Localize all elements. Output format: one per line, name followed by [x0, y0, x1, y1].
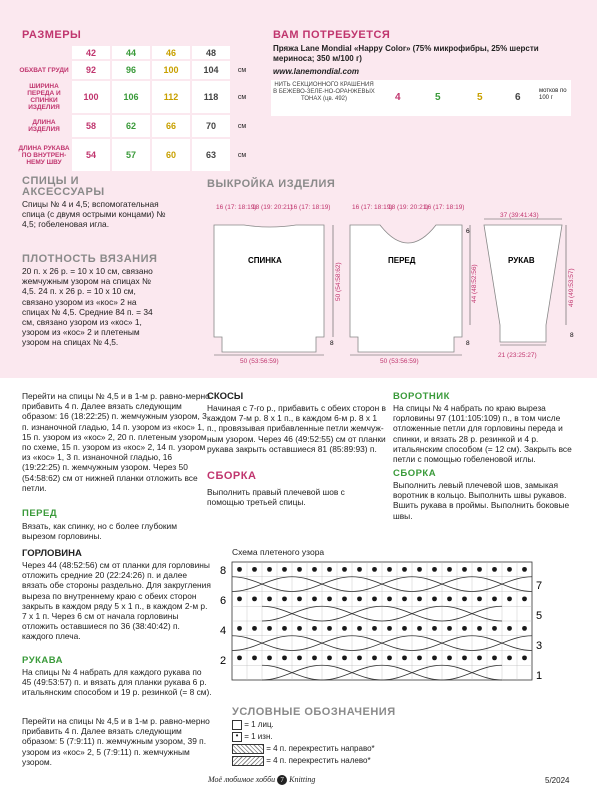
purl-stitch — [357, 655, 362, 660]
unit: см — [237, 93, 247, 101]
legend-item — [232, 755, 375, 767]
neck-measure: 18 (19: 20:21) — [388, 204, 429, 211]
issue-number: 5/2024 — [545, 776, 570, 785]
purl-stitch — [402, 596, 407, 601]
purl-stitch — [507, 626, 512, 631]
size-value: 60 — [151, 138, 191, 172]
row-number: 6 — [220, 595, 227, 607]
purl-stitch — [327, 626, 332, 631]
purl-stitch — [522, 655, 527, 660]
purl-stitch — [237, 655, 242, 660]
sleeve-length-measure: 46 (49:53:57) — [568, 268, 575, 307]
size-value: 54 — [71, 138, 111, 172]
bevel-text: Начиная с 7-го р., прибавить с обеих сторон в каждом 7-м р. 8 х 1 п., в каждом 6-м р. 8 х 1 п., провязывая прибавленные петли жемчуж-ным узором. Через 46 (49:52:55) см от планки рукава закрыть оставшиеся 81 (85:89:93) п. — [207, 403, 386, 454]
skein-count: 5 — [435, 92, 441, 103]
sizes-table — [18, 44, 252, 173]
purl-stitch — [402, 655, 407, 660]
row-number: 7 — [536, 580, 543, 592]
purl-stitch — [237, 596, 242, 601]
size-value: 63 — [191, 138, 231, 172]
front-text: Вязать, как спинку, но с более глубоким вырезом горловины. — [22, 521, 177, 542]
front-label: ПЕРЕД — [388, 256, 416, 265]
gauge-text: 20 п. х 26 р. = 10 х 10 см, связано жемчужным узором на спицах № 4,5. 24 п. х 26 р. = 10 х 10 см, связано узором из «кос» 2 на спицах № 4,5. Средние 84 п. = 34 см, связано узором из «кос» 1, узором из «кос» 2 и плетеным узором на спицах № 4,5. — [22, 266, 153, 348]
shoulder-measure: 16 (17: 18:19) — [424, 204, 465, 211]
thread-label: НИТЬ СЕКЦИОННОГО КРАШЕНИЯ В БЕЖЕВО-ЗЕЛЕ-НО-ОРАНЖЕВЫХ ТОНАХ (цв. 492) — [273, 82, 375, 102]
legend-item — [232, 743, 375, 755]
row-label: ДЛИНА РУКАВА ПО ВНУТРЕН-НЕМУ ШВУ — [18, 144, 70, 166]
purl-stitch — [282, 655, 287, 660]
purl-stitch — [432, 655, 437, 660]
size-value: 66 — [151, 114, 191, 138]
sleeves-text: На спицы № 4 набрать для каждого рукава по 45 (49:53:57) п. и вязать для планки рукава 6 р. итальянским способом и 19 р. резинкой (= 8 см). — [22, 667, 212, 698]
legend-item — [232, 731, 375, 743]
row-number: 2 — [220, 655, 227, 667]
purl-stitch — [327, 567, 332, 572]
row-number: 1 — [536, 670, 543, 682]
length-measure: 44 (48:52:56) — [471, 264, 478, 303]
purl-stitch — [387, 655, 392, 660]
purl-stitch — [312, 567, 317, 572]
assembly-text: Выполнить правый плечевой шов с помощью третьей спицы. — [207, 487, 345, 508]
collar-heading: ВОРОТНИК — [393, 391, 450, 402]
purl-symbol-icon: • — [232, 732, 242, 742]
size-value: 62 — [111, 114, 151, 138]
sleeve-label: РУКАВ — [508, 256, 535, 265]
size-col: 48 — [191, 45, 231, 60]
gauge-heading: ПЛОТНОСТЬ ВЯЗАНИЯ — [22, 253, 158, 265]
purl-stitch — [297, 655, 302, 660]
purl-stitch — [522, 567, 527, 572]
purl-stitch — [267, 655, 272, 660]
size-value: 92 — [71, 60, 111, 80]
row-label: ДЛИНА ИЗДЕЛИЯ — [28, 119, 60, 133]
size-col: 42 — [71, 45, 111, 60]
purl-stitch — [342, 567, 347, 572]
legend-text: = 1 лиц. — [244, 720, 274, 729]
purl-stitch — [357, 567, 362, 572]
purl-stitch — [417, 655, 422, 660]
sleeves-continue: Перейти на спицы № 4,5 и в 1-м р. равно-мерно прибавить 4 п. Далее вязать следующим образом: 5 (7:9:11) п. жемчужным узором, 39 п. узором из «кос» 2, 5 (7:9:11) п. жемчужным узором. — [22, 716, 210, 767]
purl-stitch — [387, 626, 392, 631]
page-number-badge: 7 — [277, 775, 287, 785]
purl-stitch — [522, 626, 527, 631]
size-value: 96 — [111, 60, 151, 80]
purl-stitch — [432, 626, 437, 631]
purl-stitch — [447, 596, 452, 601]
purl-stitch — [342, 626, 347, 631]
purl-stitch — [372, 596, 377, 601]
size-value: 57 — [111, 138, 151, 172]
width-measure: 50 (53:56:59) — [380, 358, 419, 365]
purl-stitch — [402, 626, 407, 631]
back-instructions: Перейти на спицы № 4,5 и в 1-м р. равно-мерно прибавить 4 п. Далее вязать следующим образом: 16 (18:22:25) п. жемчужным узором, 3 п. изнаночной гладью, 14 п. узором из «кос» 1, 15 п. узором из «кос» 2, 20 п. плетеным узором по схеме, 15 п. узором из «кос» 2, 14 п. узором из «кос» 1, 3 п. изнаночной гладью, 16 (19:22:25) п. жемчужным узором. Через 50 (54:58:62) см от нижней планки отложить все петли. — [22, 391, 210, 493]
skein-unit: мотков по 100 г — [539, 88, 567, 101]
band-measure: 8 — [466, 340, 470, 347]
legend-list — [232, 719, 375, 767]
need-heading: ВАМ ПОТРЕБУЕТСЯ — [273, 29, 391, 41]
unit: см — [237, 122, 247, 130]
collar-text: На спицы № 4 набрать по краю выреза горловины 97 (101:105:109) п., в том числе отложенные петли для горловины переда и спинки, и вязать 28 р. резинкой и 4 р. итальянским способом (= 12 см). Закрыть все петли с помощью гобеленовой иглы. — [393, 403, 572, 465]
tools-text: Спицы № 4 и 4,5; вспомогательная спица (с двумя острыми концами) № 4,5; гобеленовая игла. — [22, 199, 166, 230]
footer-magazine — [208, 775, 315, 785]
size-value: 100 — [71, 80, 111, 114]
purl-stitch — [237, 626, 242, 631]
length-measure: 50 (54:58:62) — [335, 262, 342, 301]
neck-heading: ГОРЛОВИНА — [22, 548, 82, 559]
purl-stitch — [342, 596, 347, 601]
purl-stitch — [477, 626, 482, 631]
sleeve-top-measure: 37 (39:41:43) — [500, 212, 539, 219]
purl-stitch — [447, 567, 452, 572]
sleeves-heading: РУКАВА — [22, 655, 64, 666]
purl-stitch — [327, 655, 332, 660]
bevel-heading: СКОСЫ — [207, 391, 244, 402]
purl-stitch — [387, 596, 392, 601]
purl-stitch — [387, 567, 392, 572]
sleeve-outline — [484, 225, 562, 342]
purl-stitch — [477, 567, 482, 572]
size-value: 100 — [151, 60, 191, 80]
brand-name: Knitting — [289, 775, 316, 784]
purl-stitch — [462, 596, 467, 601]
size-col: 44 — [111, 45, 151, 60]
purl-stitch — [417, 626, 422, 631]
legend-text: = 4 п. перекрестить направо* — [266, 744, 375, 753]
purl-stitch — [267, 626, 272, 631]
sizes-heading: РАЗМЕРЫ — [22, 29, 82, 41]
purl-stitch — [477, 596, 482, 601]
purl-stitch — [372, 567, 377, 572]
size-value: 106 — [111, 80, 151, 114]
size-value: 70 — [191, 114, 231, 138]
purl-stitch — [282, 626, 287, 631]
legend-heading: УСЛОВНЫЕ ОБОЗНАЧЕНИЯ — [232, 706, 396, 718]
purl-stitch — [417, 567, 422, 572]
magazine-name: Моё любимое хобби — [208, 775, 276, 784]
assembly-heading: СБОРКА — [393, 468, 437, 479]
size-value: 118 — [191, 80, 231, 114]
purl-stitch — [447, 626, 452, 631]
purl-stitch — [462, 626, 467, 631]
purl-stitch — [417, 596, 422, 601]
shoulder-measure: 16 (17: 18:19) — [290, 204, 331, 211]
legend-text: = 4 п. перекрестить налево* — [266, 756, 371, 765]
yarn-site: www.lanemondial.com — [273, 67, 359, 76]
purl-stitch — [507, 567, 512, 572]
purl-stitch — [492, 655, 497, 660]
shoulder-measure: 16 (17: 18:19) — [352, 204, 393, 211]
purl-stitch — [252, 655, 257, 660]
cuff-depth-measure: 8 — [570, 332, 574, 339]
purl-stitch — [267, 596, 272, 601]
row-number: 4 — [220, 625, 227, 637]
pattern-heading: ВЫКРОЙКА ИЗДЕЛИЯ — [207, 178, 336, 190]
width-measure: 50 (53:56:59) — [240, 358, 279, 365]
neck-measure: 18 (19: 20:21) — [252, 204, 293, 211]
pattern-drawing — [200, 195, 595, 370]
purl-stitch — [402, 567, 407, 572]
purl-stitch — [462, 567, 467, 572]
row-number: 3 — [536, 640, 543, 652]
purl-stitch — [342, 655, 347, 660]
purl-stitch — [372, 626, 377, 631]
cuff-measure: 21 (23:25:27) — [498, 352, 537, 359]
back-label: СПИНКА — [248, 256, 282, 265]
purl-stitch — [252, 567, 257, 572]
purl-stitch — [297, 626, 302, 631]
row-label: ОБХВАТ ГРУДИ — [19, 66, 69, 74]
tools-heading: СПИЦЫ И АКСЕССУАРЫ — [22, 175, 105, 198]
row-label: ШИРИНА ПЕРЕДА И СПИНКИ ИЗДЕЛИЯ — [27, 83, 61, 111]
band-measure: 8 — [330, 340, 334, 347]
purl-stitch — [507, 655, 512, 660]
unit: см — [237, 66, 247, 74]
chart-title: Схема плетеного узора — [232, 547, 325, 557]
purl-stitch — [372, 655, 377, 660]
purl-stitch — [477, 655, 482, 660]
assembly-heading: СБОРКА — [207, 470, 257, 482]
skein-count: 4 — [395, 92, 401, 103]
purl-stitch — [312, 626, 317, 631]
assembly-text: Выполнить левый плечевой шов, замыкая воротник в кольцо. Выполнить швы рукавов. Вшить рукава в проймы. Выполнить боковые швы. — [393, 480, 570, 521]
purl-stitch — [252, 626, 257, 631]
cross-right-icon — [232, 744, 264, 754]
purl-stitch — [297, 596, 302, 601]
size-value: 58 — [71, 114, 111, 138]
neck-text: Через 44 (48:52:56) см от планки для горловины отложить средние 20 (22:24:26) п. и далее вязать обе стороны раздельно. Для закругления выреза по внутреннему краю с обеих сторон закрыть в каждом ряду 5 х 1 п., в каждом 2-м р. 7 х 1 п. Через 6 см от начала горловины отложить оставшиеся по 36 (38:40:42) п. каждого плеча. — [22, 560, 211, 642]
shoulder-measure: 16 (17: 18:19) — [216, 204, 257, 211]
purl-stitch — [432, 567, 437, 572]
purl-stitch — [492, 596, 497, 601]
legend-text: = 1 изн. — [244, 732, 273, 741]
thread-row — [271, 80, 571, 116]
purl-stitch — [492, 567, 497, 572]
purl-stitch — [267, 567, 272, 572]
size-col: 46 — [151, 45, 191, 60]
purl-stitch — [237, 567, 242, 572]
legend-item — [232, 719, 375, 731]
neck-depth-measure: 6 — [466, 228, 470, 235]
purl-stitch — [462, 655, 467, 660]
purl-stitch — [297, 567, 302, 572]
row-number: 8 — [220, 565, 227, 577]
purl-stitch — [447, 655, 452, 660]
unit: см — [237, 151, 247, 159]
purl-stitch — [357, 596, 362, 601]
cross-left-icon — [232, 756, 264, 766]
purl-stitch — [432, 596, 437, 601]
purl-stitch — [312, 596, 317, 601]
purl-stitch — [492, 626, 497, 631]
purl-stitch — [357, 626, 362, 631]
purl-stitch — [312, 655, 317, 660]
knit-symbol-icon — [232, 720, 242, 730]
front-heading: ПЕРЕД — [22, 508, 58, 519]
row-number: 5 — [536, 610, 543, 622]
purl-stitch — [282, 596, 287, 601]
purl-stitch — [282, 567, 287, 572]
skein-count: 6 — [515, 92, 521, 103]
front-outline — [350, 225, 462, 352]
size-value: 104 — [191, 60, 231, 80]
purl-stitch — [252, 596, 257, 601]
purl-stitch — [522, 596, 527, 601]
purl-stitch — [327, 596, 332, 601]
back-outline — [214, 225, 324, 352]
yarn-text: Пряжа Lane Mondial «Happy Color» (75% микрофибры, 25% шерсти мериноса; 350 м/100 г) — [273, 44, 539, 63]
size-value: 112 — [151, 80, 191, 114]
braid-chart — [218, 558, 548, 688]
skein-count: 5 — [477, 92, 483, 103]
purl-stitch — [507, 596, 512, 601]
